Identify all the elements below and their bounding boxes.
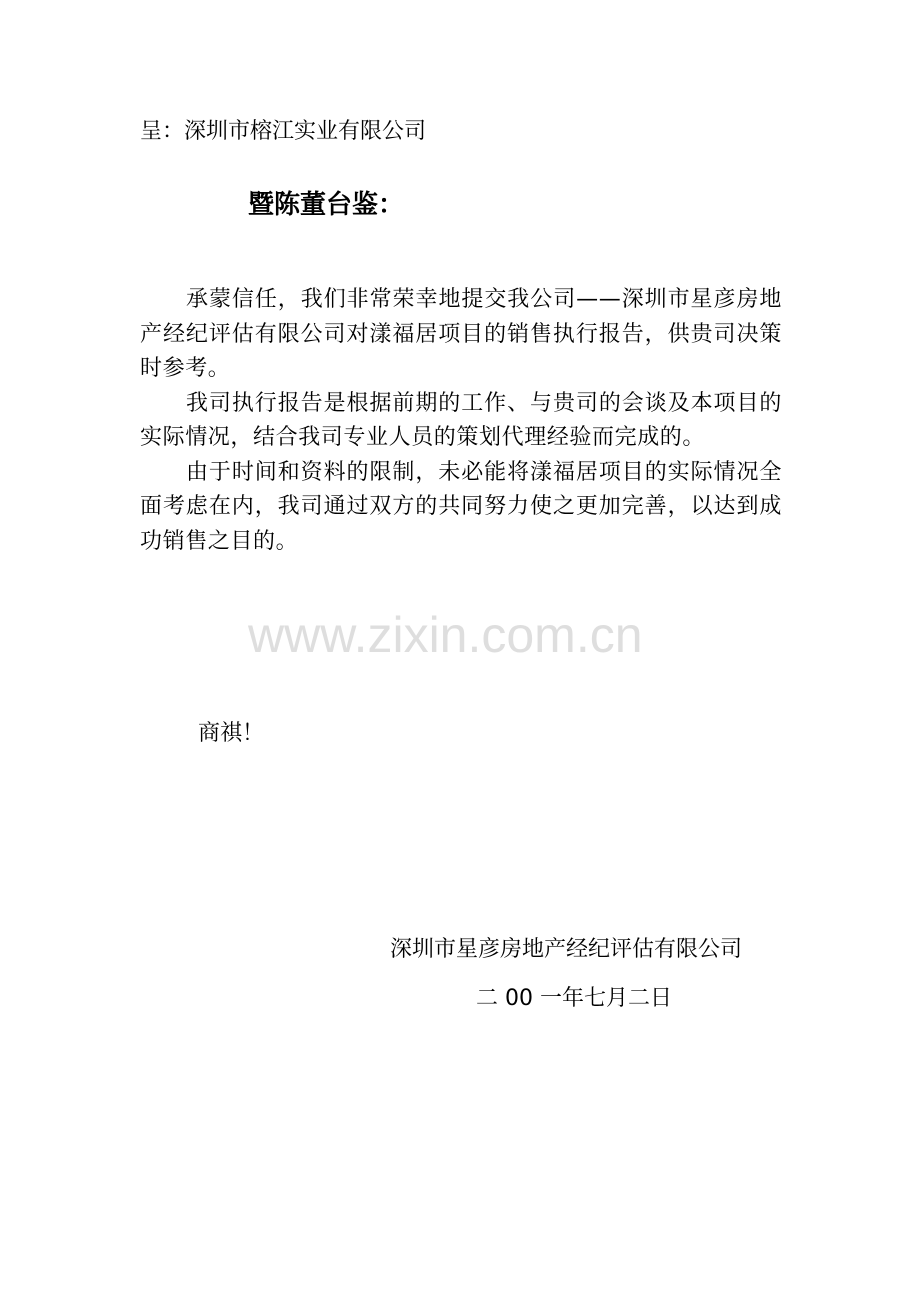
paragraph-2: 我司执行报告是根据前期的工作、与贵司的会谈及本项目的实际情况，结合我司专业人员的策划代理经验而完成的。 bbox=[140, 390, 782, 450]
watermark: www.zixin.com.cn bbox=[248, 607, 643, 663]
signature-date: 二 00 一年七月二日 bbox=[476, 986, 672, 1011]
closing-line: 商祺！ bbox=[198, 721, 265, 746]
signature-company: 深圳市星彦房地产经纪评估有限公司 bbox=[390, 937, 743, 962]
letter-body bbox=[140, 283, 782, 559]
paragraph-3: 由于时间和资料的限制，未必能将漾福居项目的实际情况全面考虑在内，我司通过双方的共同努力使之更加完善，以达到成功销售之目的。 bbox=[140, 459, 782, 554]
paragraph-1: 承蒙信任，我们非常荣幸地提交我公司——深圳市星彦房地产经纪评估有限公司对漾福居项目的销售执行报告，供贵司决策时参考。 bbox=[140, 287, 782, 381]
recipient-line: 呈：深圳市榕江实业有限公司 bbox=[140, 119, 427, 144]
salutation: 暨陈董台鉴： bbox=[248, 190, 405, 220]
